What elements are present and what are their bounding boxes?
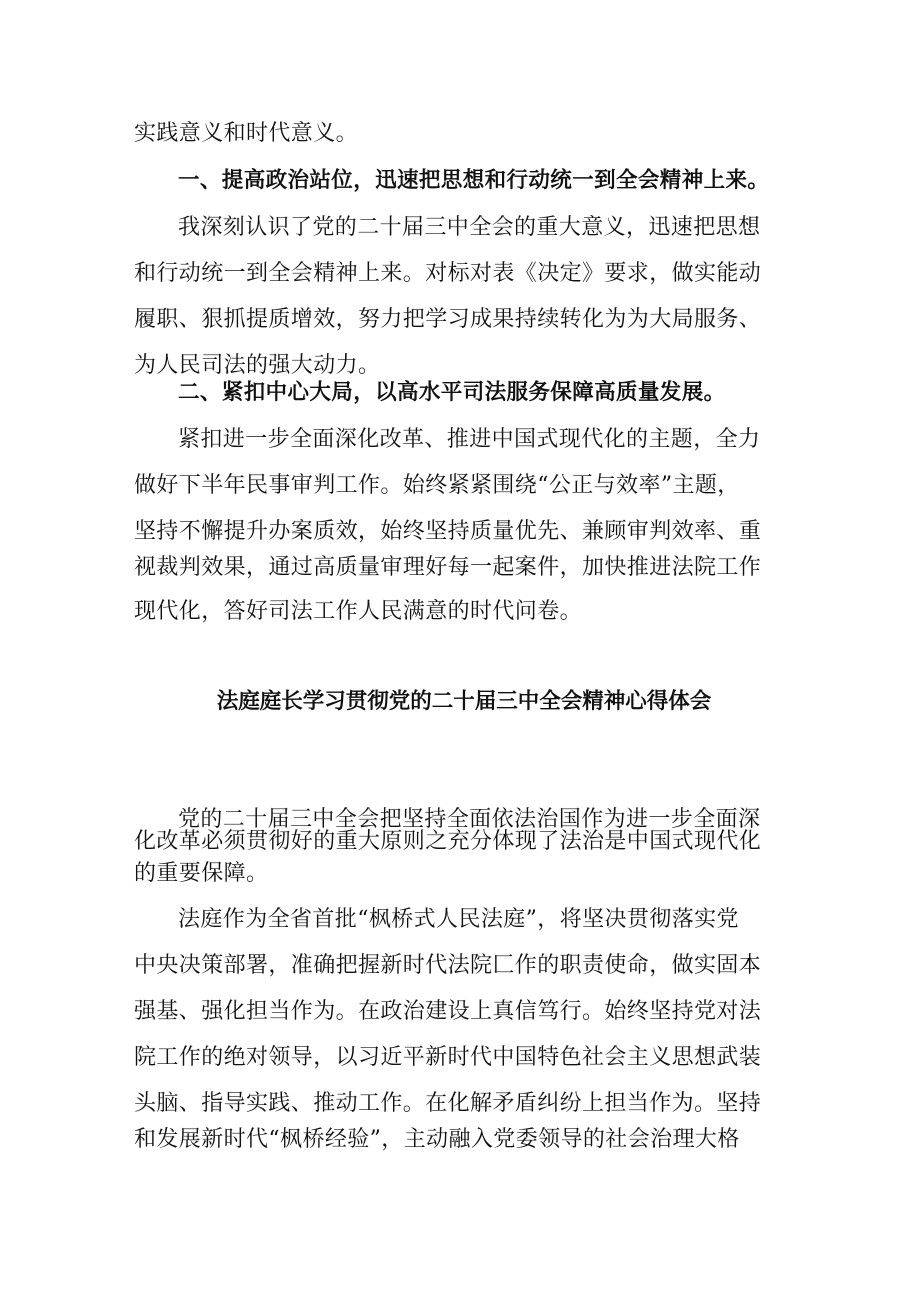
section-heading-2: 二、紧扣中心大局，以高水平司法服务保障高质量发展。 xyxy=(178,380,726,405)
paragraph-line: 紧扣进一步全面深化改革、推进中国式现代化的主题，全力 xyxy=(178,427,761,452)
article-title: 法庭庭长学习贯彻党的二十届三中全会精神心得体会 xyxy=(216,689,712,714)
paragraph-line: 为人民司法的强大动力。 xyxy=(134,353,381,378)
paragraph-line: 实践意义和时代意义。 xyxy=(134,121,359,146)
paragraph-line: 做好下半年民事审判工作。始终紧紧围绕“公正与效率”主题， xyxy=(134,473,740,498)
paragraph-line: 现代化，答好司法工作人民满意的时代问卷。 xyxy=(134,599,583,624)
paragraph-line: 履职、狠抓提质增效，努力把学习成果持续转化为为大局服务、 xyxy=(134,307,762,332)
paragraph-line: 化改革必须贯彻好的重大原则之充分体现了法治是中国式现代化 xyxy=(134,829,762,854)
paragraph-line: 头脑、指导实践、推动工作。在化解矛盾纠纷上担当作为。坚持 xyxy=(134,1091,762,1116)
section-heading-1: 一、提高政治站位，迅速把思想和行动统一到全会精神上来。 xyxy=(178,168,770,193)
paragraph-line: 和行动统一到全会精神上来。对标对表《决定》要求，做实能动 xyxy=(134,261,762,286)
paragraph-line: 院工作的绝对领导，以习近平新时代中国特色社会主义思想武装 xyxy=(134,1045,762,1070)
paragraph-line: 的重要保障。 xyxy=(134,861,269,886)
paragraph-line: 我深刻认识了党的二十届三中全会的重大意义，迅速把思想 xyxy=(178,215,761,240)
paragraph-line: 强基、强化担当作为。在政治建设上真信笃行。始终坚持党对法 xyxy=(134,999,762,1024)
paragraph-line: 党的二十届三中全会把坚持全面依法治国作为进一步全面深 xyxy=(178,807,761,832)
paragraph-line: 坚持不懈提升办案质效，始终坚持质量优先、兼顾审判效率、重 xyxy=(134,519,762,544)
paragraph-line: 视裁判效果，通过高质量审理好每一起案件，加快推进法院工作 xyxy=(134,555,762,580)
paragraph-line: 法庭作为全省首批“枫桥式人民法庭”，将坚决贯彻落实党 xyxy=(178,907,739,932)
paragraph-line: 和发展新时代“枫桥经验”，主动融入党委领导的社会治理大格 xyxy=(134,1127,740,1152)
paragraph-line: 中央决策部署，准确把握新时代法院匚作的职责使命，做实固本 xyxy=(134,953,762,978)
